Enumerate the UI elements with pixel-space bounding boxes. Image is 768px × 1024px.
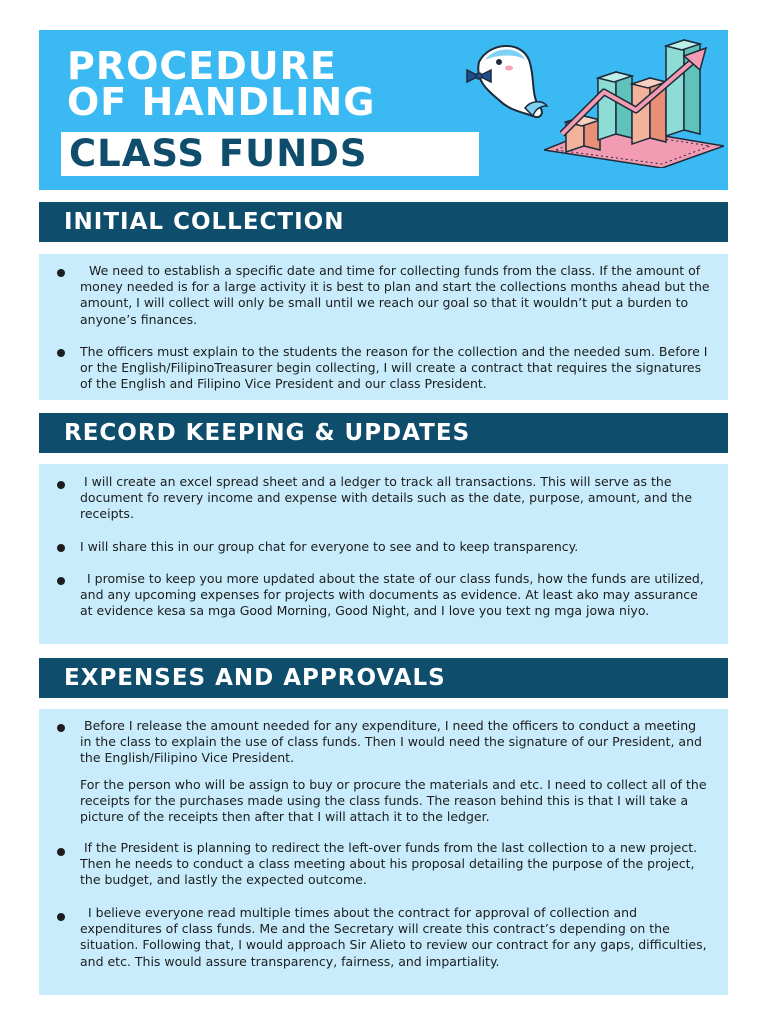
title-line-3: CLASS FUNDS — [69, 132, 368, 175]
list-item: The officers must explain to the students the reason for the collection and the needed sum. Before I or the English/FilipinoTreasurer begin collecting, I will create a contract that requires the signatures of the English and Filipino Vice President and our class President. — [80, 344, 708, 392]
section-title: EXPENSES AND APPROVALS — [64, 665, 446, 691]
bullet-icon — [57, 724, 65, 732]
list-item: I will share this in our group chat for everyone to see and to keep transparency. — [80, 539, 579, 554]
dolphin-mascot-icon — [459, 40, 549, 122]
header-banner — [39, 30, 728, 190]
section-panel-expenses-approvals — [39, 709, 728, 995]
section-heading-expenses-approvals — [39, 658, 728, 698]
bullet-icon — [57, 349, 65, 357]
section-heading-initial-collection — [39, 202, 728, 242]
list-item: I believe everyone read multiple times about the contract for approval of collection and expenditures of class funds. Me and the Secretary will create this contract’s depending on the situation. Following that, I would approach Sir Alieto to review our contract for any gaps, difficulties, and etc. This would assure transparency, fairness, and impartiality. — [80, 905, 707, 969]
title-line-2: OF HANDLING — [67, 80, 376, 124]
bullet-icon — [57, 913, 65, 921]
bullet-icon — [57, 481, 65, 489]
bullet-icon — [57, 544, 65, 552]
title-highlight-box — [61, 132, 479, 176]
list-item: We need to establish a specific date and time for collecting funds from the class. If the amount of money needed is for a large activity it is best to plan and start the collections months ahead but the amount, I will collect will only be small until we reach our goal so that it wouldn’t put a burden to anyone’s finances. — [80, 263, 710, 327]
rising-bar-chart-icon — [544, 34, 724, 168]
section-title: INITIAL COLLECTION — [64, 209, 345, 235]
list-item: If the President is planning to redirect the left-over funds from the last collection to a new project. Then he needs to conduct a class meeting about his proposal detailing the purpose of the project, the budget, and lastly the expected outcome. — [80, 840, 698, 888]
list-item: I will create an excel spread sheet and a ledger to track all transactions. This will serve as the document fo revery income and expense with details such as the date, purpose, amount, and the receipts. — [80, 474, 693, 522]
bullet-icon — [57, 577, 65, 585]
list-item: I promise to keep you more updated about the state of our class funds, how the funds are utilized, and any upcoming expenses for projects with documents as evidence. At least ako may assurance at evidence kesa sa mga Good Morning, Good Night, and I love you text ng mga jowa niyo. — [80, 571, 704, 619]
title-line-1: PROCEDURE — [67, 44, 337, 88]
section-title: RECORD KEEPING & UPDATES — [64, 420, 471, 446]
section-panel-initial-collection — [39, 254, 728, 400]
list-item: Before I release the amount needed for any expenditure, I need the officers to conduct a meeting in the class to explain the use of class funds. Then I would need the signature of our President, and the English/Filipino Vice President. — [80, 718, 702, 766]
bullet-icon — [57, 848, 65, 856]
section-heading-record-keeping — [39, 413, 728, 453]
section-panel-record-keeping — [39, 464, 728, 644]
bullet-icon — [57, 269, 65, 277]
list-item: For the person who will be assign to buy or procure the materials and etc. I need to collect all of the receipts for the purchases made using the class funds. The reason behind this is that I will take a picture of the receipts then after that I will attach it to the ledger. — [80, 777, 707, 825]
